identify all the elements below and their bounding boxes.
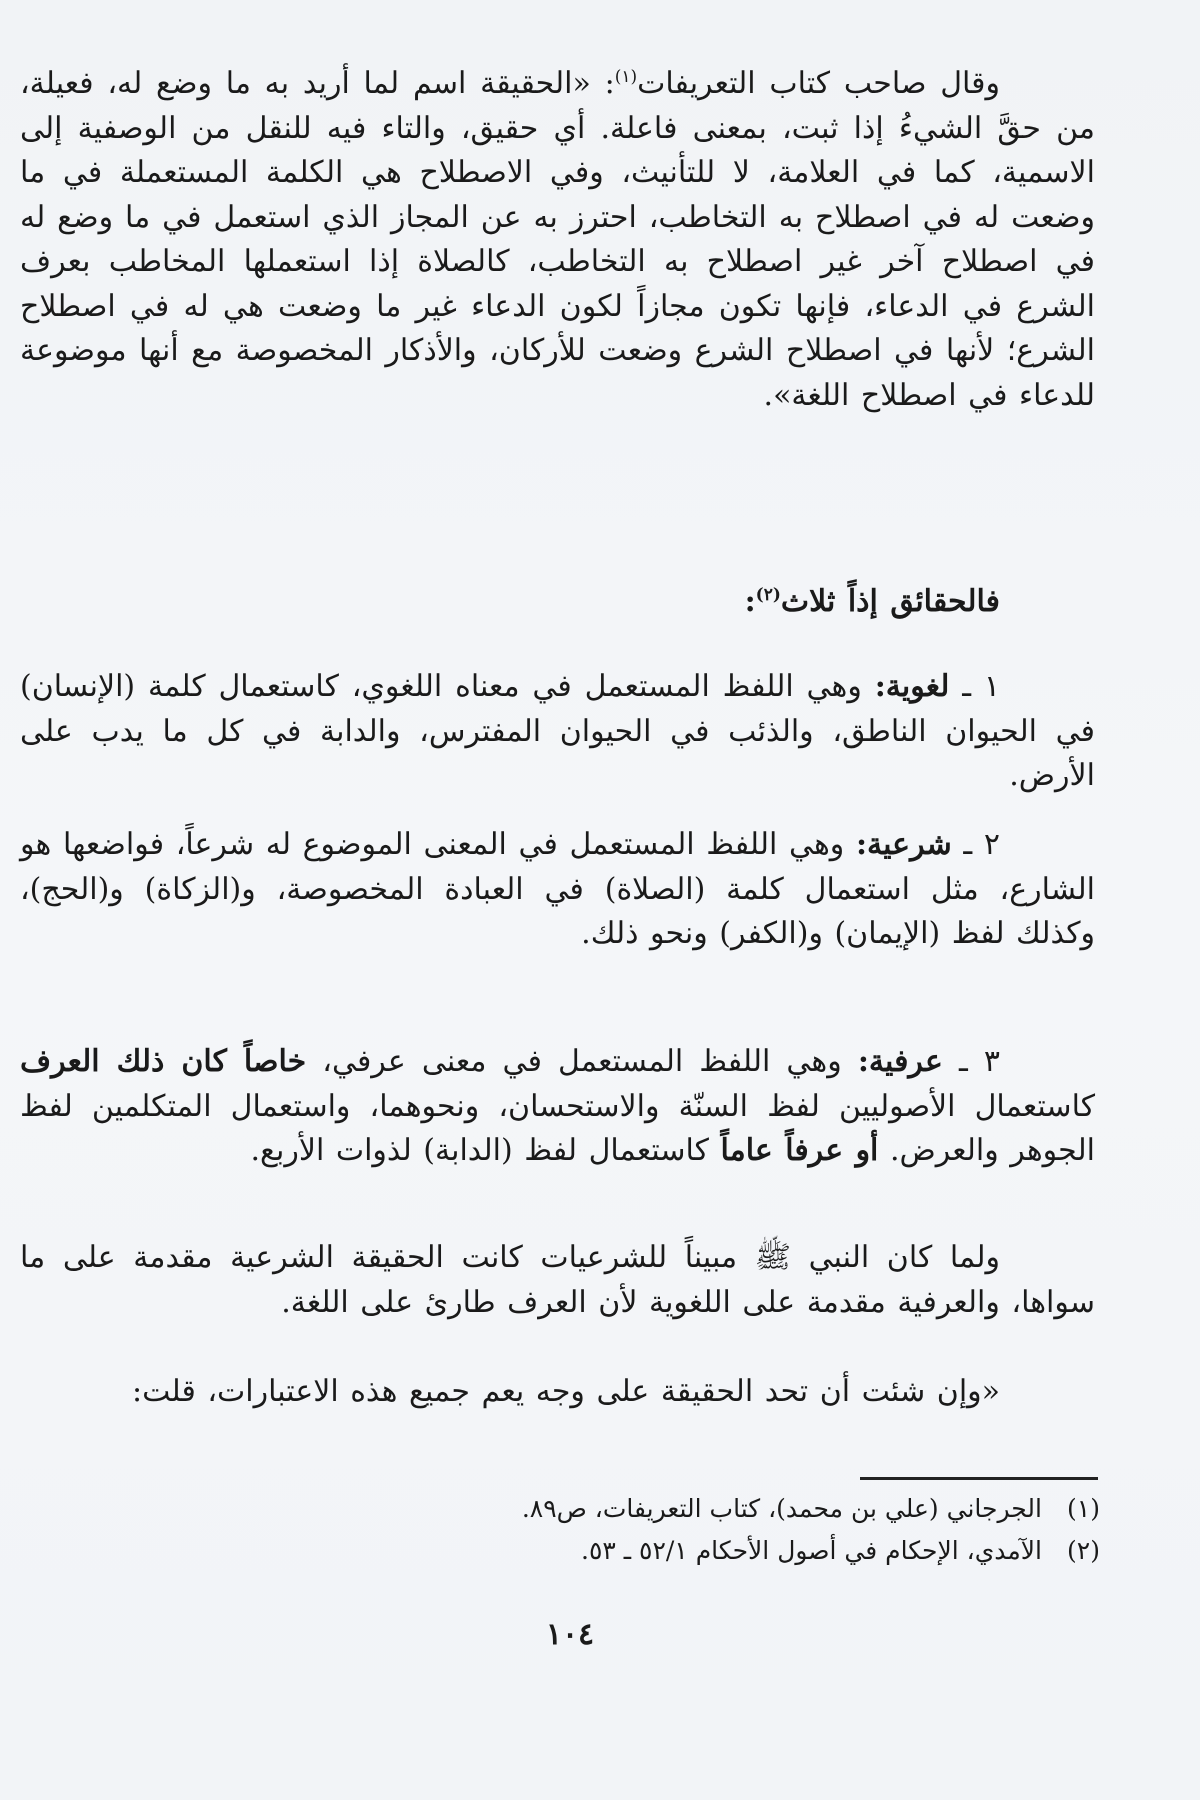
- footnote-ref-1[interactable]: (١): [614, 67, 638, 87]
- heading-label: فالحقائق إذاً ثلاث: [780, 584, 1000, 619]
- list-item-number: ٢ ـ: [963, 827, 1000, 862]
- list-item-number: ٣ ـ: [958, 1044, 1000, 1079]
- list-item-emphasis: خاصاً كان ذلك العرف: [20, 1044, 307, 1079]
- footnote-ref-2[interactable]: (٢): [755, 585, 781, 605]
- list-item-term: عرفية:: [857, 1044, 943, 1079]
- list-item-body: كاستعمال الأصوليين لفظ السنّة والاستحسان، ونحوهما، واستعمال المتكلمين لفظ الجوهر والعرض.: [20, 1088, 1095, 1168]
- list-item-customary: [20, 1040, 1095, 1174]
- list-item-legal: [20, 823, 1095, 957]
- list-item-number: ١ ـ: [962, 669, 1000, 704]
- list-item-body: كاستعمال لفظ (الدابة) لذوات الأربع.: [250, 1133, 709, 1168]
- list-item-body: وهي اللفظ المستعمل في المعنى الموضوع له شرعاً، فواضعها هو الشارع، مثل استعمال كلمة (الصلاة) في العبادة المخصوصة، و(الزكاة) و(الحج)، وكذلك لفظ (الإيمان) و(الكفر) ونحو ذلك.: [20, 827, 1095, 951]
- paragraph-text: [20, 62, 1095, 418]
- paragraph-text: «وإن شئت أن تحد الحقيقة على وجه يعم جميع هذه الاعتبارات، قلت:: [131, 1374, 1000, 1409]
- footnote-divider: [860, 1477, 1098, 1480]
- paragraph-definition-intro: [20, 1370, 1095, 1415]
- paragraph-body: : «الحقيقة اسم لما أريد به ما وضع له، فعيلة، من حقَّ الشيءُ إذا ثبت، بمعنى فاعلة. أي حقيق، والتاء فيه للنقل من الوصفية إلى الاسمية، كما في العلامة، لا للتأنيث، وفي الاصطلاح هي الكلمة المستعملة في ما وضعت له في اصطلاح به التخاطب، احترز به عن المجاز الذي استعمل في ما وضع له في اصطلاح آخر غير اصطلاح به التخاطب، كالصلاة إذا استعملها المخاطب بعرف الشرع في الدعاء، فإنها تكون مجازاً لكون الدعاء غير ما وضعت هي له في اصطلاح الشرع؛ لأنها في اصطلاح الشرع وضعت للأركان، والأذكار المخصوصة مع أنها موضوعة للدعاء في اصطلاح اللغة».: [20, 66, 1095, 413]
- footnote-number: (٢): [1067, 1536, 1100, 1565]
- paragraph-text: ولما كان النبي ﷺ مبيناً للشرعيات كانت الحقيقة الشرعية مقدمة على ما سواها، والعرفية مقدمة على اللغوية لأن العرف طارئ على اللغة.: [20, 1240, 1095, 1320]
- footnote-text: الآمدي، الإحكام في أصول الأحكام ٥٢/١ ـ ٥٣.: [581, 1536, 1042, 1565]
- list-item-text: [20, 1040, 1095, 1174]
- footnote-1: [300, 1488, 1100, 1530]
- footnote-text: الجرجاني (علي بن محمد)، كتاب التعريفات، ص٨٩.: [521, 1494, 1042, 1523]
- page-number: ١٠٤: [545, 1617, 595, 1652]
- footnote-2: [300, 1530, 1100, 1572]
- paragraph-precedence: [20, 1236, 1095, 1325]
- list-item-emphasis: أو عرفاً عاماً: [720, 1133, 879, 1168]
- list-item-term: لغوية:: [874, 669, 950, 704]
- list-item-body: وهي اللفظ المستعمل في معناه اللغوي، كاستعمال كلمة (الإنسان) في الحيوان الناطق، والذئب في الحيوان المفترس، والدابة في كل ما يدب على الأرض.: [20, 669, 1095, 793]
- heading-colon: :: [744, 584, 756, 619]
- paragraph-lead: وقال صاحب كتاب التعريفات: [637, 66, 1001, 101]
- list-item-body: وهي اللفظ المستعمل في معنى عرفي،: [322, 1044, 842, 1079]
- footnote-number: (١): [1067, 1494, 1100, 1523]
- section-heading: [20, 580, 1095, 625]
- paragraph-definition: [20, 62, 1095, 418]
- list-item-term: شرعية:: [855, 827, 952, 862]
- list-item-text: [20, 823, 1095, 957]
- list-item-text: [20, 665, 1095, 799]
- footnotes: [300, 1488, 1100, 1572]
- list-item-linguistic: [20, 665, 1095, 799]
- heading-text: [20, 580, 1095, 625]
